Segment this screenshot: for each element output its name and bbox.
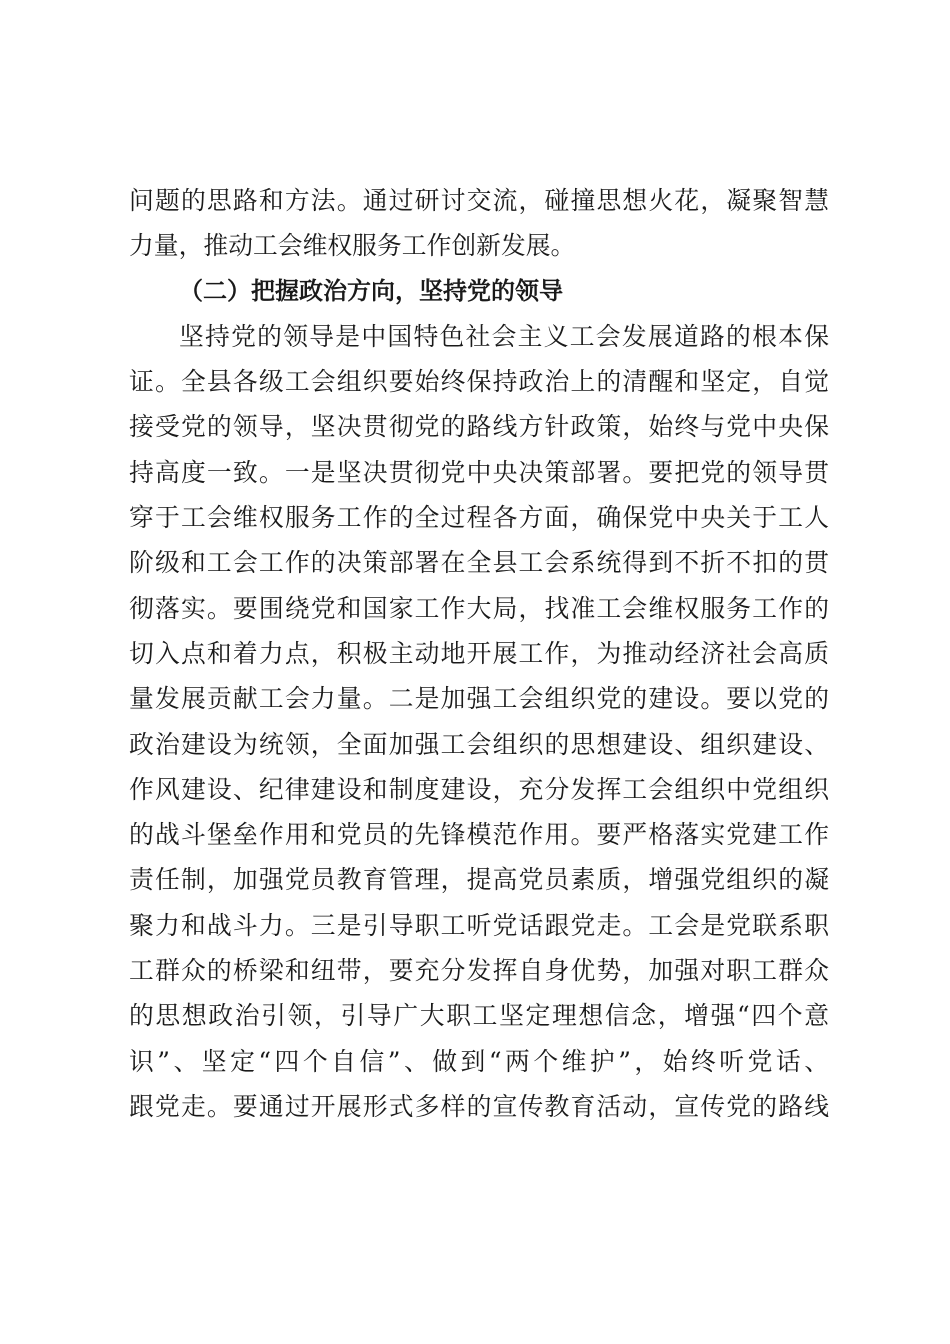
text-line: 的思想政治引领，引导广大职工坚定理想信念，增强“四个意 bbox=[129, 1001, 829, 1031]
text-line: 坚持党的领导是中国特色社会主义工会发展道路的根本保 bbox=[179, 321, 829, 351]
text-line: 阶级和工会工作的决策部署在全县工会系统得到不折不扣的贯 bbox=[129, 548, 829, 578]
text-line: 工群众的桥梁和纽带，要充分发挥自身优势，加强对职工群众 bbox=[129, 956, 829, 986]
text-line: 问题的思路和方法。通过研讨交流，碰撞思想火花，凝聚智慧 bbox=[129, 186, 829, 215]
text-line: 责任制，加强党员教育管理，提高党员素质，增强党组织的凝 bbox=[129, 865, 829, 895]
text-line: 穿于工会维权服务工作的全过程各方面，确保党中央关于工人 bbox=[129, 503, 829, 533]
text-line: 政治建设为统领，全面加强工会组织的思想建设、组织建设、 bbox=[129, 729, 829, 759]
text-line: 量发展贡献工会力量。二是加强工会组织党的建设。要以党的 bbox=[129, 684, 829, 714]
text-line: 的战斗堡垒作用和党员的先锋模范作用。要严格落实党建工作 bbox=[129, 820, 829, 850]
section-heading: （二）把握政治方向，坚持党的领导 bbox=[179, 276, 563, 305]
text-line: 接受党的领导，坚决贯彻党的路线方针政策，始终与党中央保 bbox=[129, 412, 829, 442]
text-line: 证。全县各级工会组织要始终保持政治上的清醒和坚定，自觉 bbox=[129, 367, 829, 397]
text-line: 跟党走。要通过开展形式多样的宣传教育活动，宣传党的路线 bbox=[129, 1091, 829, 1121]
text-line: 聚力和战斗力。三是引导职工听党话跟党走。工会是党联系职 bbox=[129, 910, 829, 940]
text-line: 持高度一致。一是坚决贯彻党中央决策部署。要把党的领导贯 bbox=[129, 457, 829, 487]
text-line: 作风建设、纪律建设和制度建设，充分发挥工会组织中党组织 bbox=[129, 774, 829, 804]
text-line: 识”、坚定“四个自信”、做到“两个维护”，始终听党话、 bbox=[129, 1046, 829, 1076]
text-line: 切入点和着力点，积极主动地开展工作，为推动经济社会高质 bbox=[129, 638, 829, 668]
text-line: 彻落实。要围绕党和国家工作大局，找准工会维权服务工作的 bbox=[129, 593, 829, 623]
text-line: 力量，推动工会维权服务工作创新发展。 bbox=[129, 231, 576, 261]
document-body bbox=[129, 178, 829, 1129]
